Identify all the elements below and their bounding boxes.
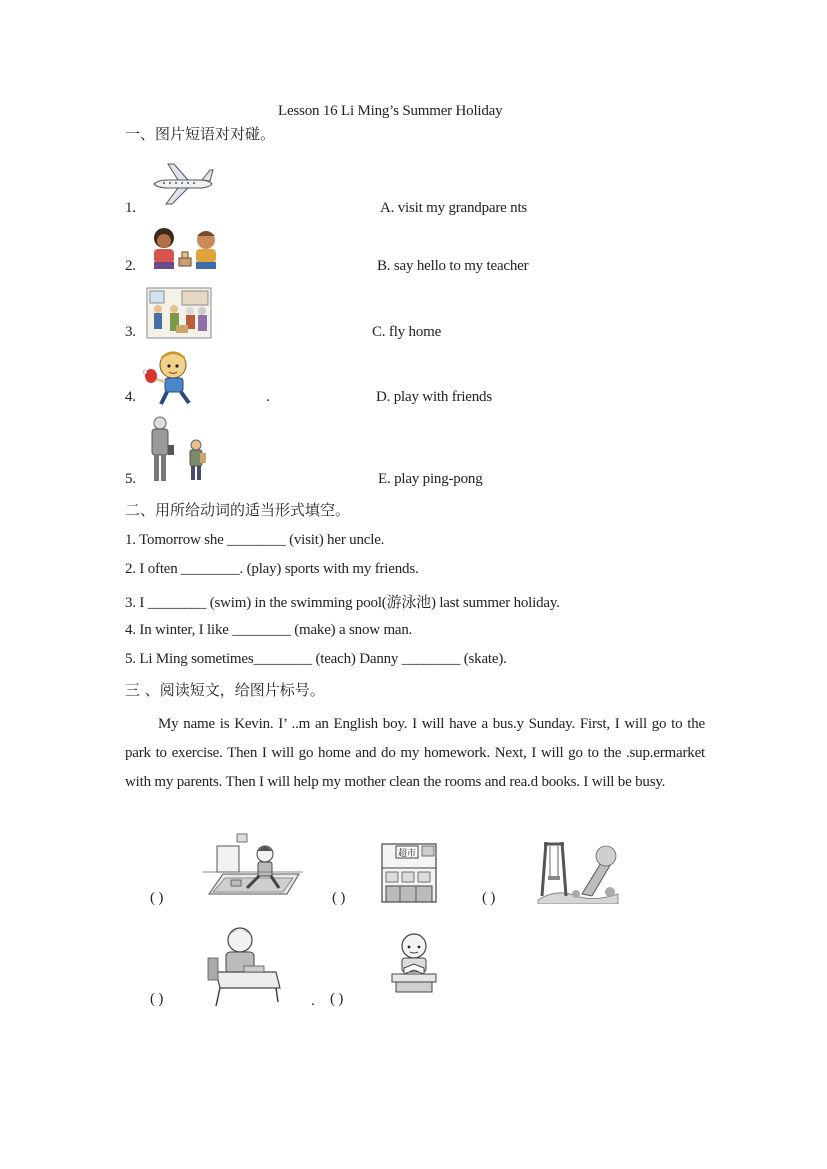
kids-playing-icon	[146, 224, 226, 274]
supermarket-sign: 超市	[397, 849, 417, 859]
page-title: Lesson 16 Li Ming’s Summer Holiday	[278, 103, 503, 119]
answer-bracket-2: ( )	[332, 890, 346, 906]
item-5-number: 5.	[125, 471, 136, 487]
section-3-heading: 三 、阅读短文，给图片标号。	[125, 681, 325, 699]
section-2-heading: 二、用所给动词的适当形式填空。	[125, 501, 351, 519]
homework-room-icon	[203, 832, 303, 904]
fill-line-1: 1. Tomorrow she ________ (visit) her uncle.	[125, 532, 385, 548]
phrase-c: C. fly home	[372, 324, 442, 340]
fill-line-3: 3. I ________ (swim) in the swimming pool(游泳池) last summer holiday.	[125, 595, 560, 611]
row2-dot: .	[311, 993, 315, 1009]
phrase-a: A. visit my grandpare nts	[380, 200, 528, 216]
answer-bracket-3: ( )	[482, 890, 496, 906]
fill-line-5: 5. Li Ming sometimes________ (teach) Danny ________ (skate).	[125, 651, 507, 667]
reading-paragraph: My name is Kevin. I’ ..m an English boy. I will have a bus.y Sunday. First, I will go to the park to exercise. Then I will go home and do my homework. Next, I will go to the .sup.ermarket with my parents. Then I will help my mother clean the rooms and rea.d books. I will be busy.	[125, 716, 705, 790]
item-1-number: 1.	[125, 200, 136, 216]
student-teacher-icon	[146, 415, 212, 485]
item-2-number: 2.	[125, 258, 136, 274]
answer-bracket-5: ( )	[330, 991, 344, 1007]
reading-book-icon	[386, 930, 442, 994]
item-4-dot: .	[266, 389, 270, 405]
answer-bracket-4: ( )	[150, 991, 164, 1007]
phrase-d: D. play with friends	[376, 389, 492, 405]
item-3-number: 3.	[125, 324, 136, 340]
phrase-e: E. play ping-pong	[378, 471, 483, 487]
section-1-heading: 一、图片短语对对碰。	[125, 125, 276, 143]
family-visit-icon	[146, 287, 212, 339]
answer-bracket-1: ( )	[150, 890, 164, 906]
airplane-icon	[150, 160, 215, 208]
cleaning-table-icon	[204, 922, 284, 1010]
park-playground-icon	[536, 836, 620, 904]
fill-line-4: 4. In winter, I like ________ (make) a snow man.	[125, 622, 413, 638]
phrase-b: B. say hello to my teacher	[377, 258, 529, 274]
supermarket-icon	[380, 840, 440, 904]
fill-line-2: 2. I often ________. (play) sports with my friends.	[125, 561, 419, 577]
item-4-number: 4.	[125, 389, 136, 405]
ping-pong-icon	[143, 348, 203, 406]
